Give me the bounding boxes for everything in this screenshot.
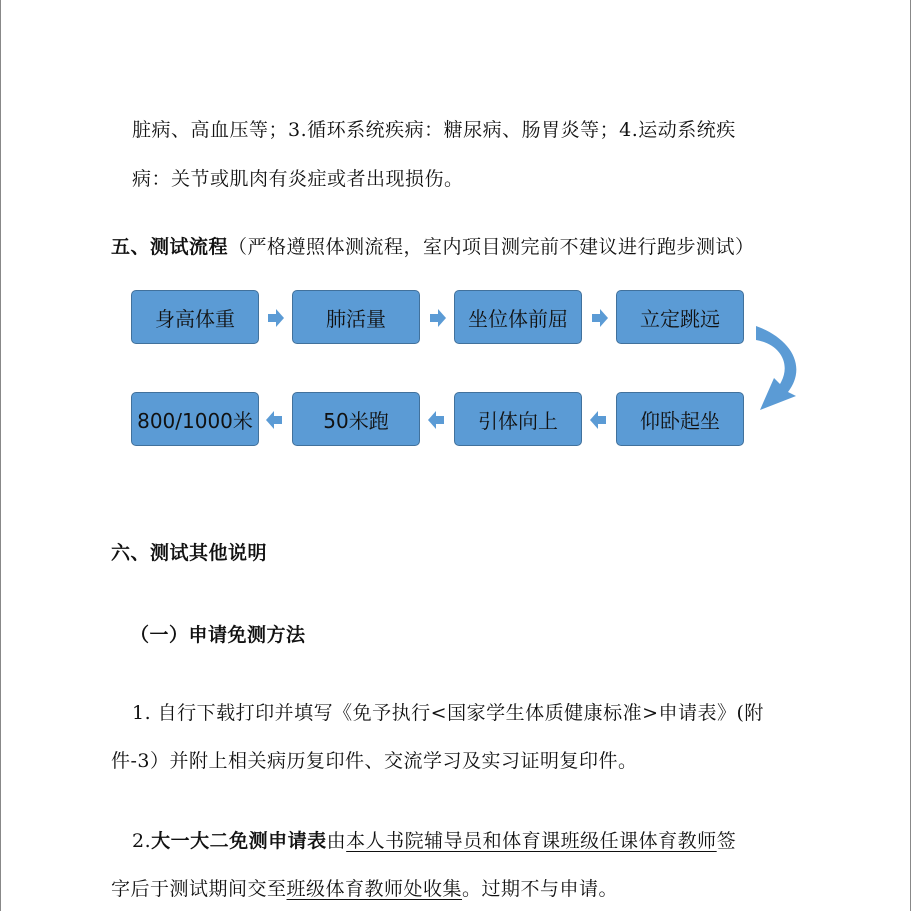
arrow-left-icon (428, 411, 444, 429)
section5-heading-line (111, 232, 755, 259)
flow-step-pull-up: 引体向上 (454, 392, 582, 446)
item2-underline-2: 班级体育教师处收集 (286, 878, 463, 900)
item1-line-2: 件-3）并附上相关病历复印件、交流学习及实习证明复印件。 (111, 750, 638, 772)
item2-underline-1: 本人书院辅导员和体育课班级任课体育教师 (346, 830, 717, 852)
item2-line-2: 字后于测试期间交至班级体育教师处收集。过期不与申请。 (111, 878, 619, 900)
arrow-right-icon (592, 309, 608, 327)
flow-step-long-jump: 立定跳远 (616, 290, 744, 344)
section6-sub1: （一）申请免测方法 (130, 624, 306, 646)
flow-step-height-weight: 身高体重 (131, 290, 259, 344)
section5-note: （严格遵照体测流程，室内项目测完前不建议进行跑步测试） (228, 236, 755, 258)
item2-bold-title: 大一大二免测申请表 (151, 830, 327, 852)
item2-line-1: 2.大一大二免测申请表由本人书院辅导员和体育课班级任课体育教师签 (132, 830, 737, 852)
arrow-left-icon (266, 411, 282, 429)
flow-step-lung-capacity: 肺活量 (292, 290, 420, 344)
flow-step-sit-up: 仰卧起坐 (616, 392, 744, 446)
arrow-right-icon (268, 309, 284, 327)
item1-line-1: 1. 自行下载打印并填写《免予执行<国家学生体质健康标准>申请表》(附 (132, 702, 764, 724)
arrow-left-icon (590, 411, 606, 429)
page-edge-right (910, 0, 911, 911)
curved-arrow-icon (756, 326, 796, 410)
section5-heading: 五、测试流程 (111, 236, 229, 258)
intro-line-2: 病：关节或肌肉有炎症或者出现损伤。 (132, 168, 464, 190)
flow-step-50m: 50米跑 (292, 392, 420, 446)
section6-heading: 六、测试其他说明 (111, 542, 268, 564)
flow-step-long-run: 800/1000米 (131, 392, 259, 446)
intro-line-1: 脏病、高血压等；3.循环系统疾病：糖尿病、肠胃炎等；4.运动系统疾 (132, 119, 736, 141)
flow-step-sit-reach: 坐位体前屈 (454, 290, 582, 344)
arrow-right-icon (430, 309, 446, 327)
page-edge-left (0, 0, 1, 911)
